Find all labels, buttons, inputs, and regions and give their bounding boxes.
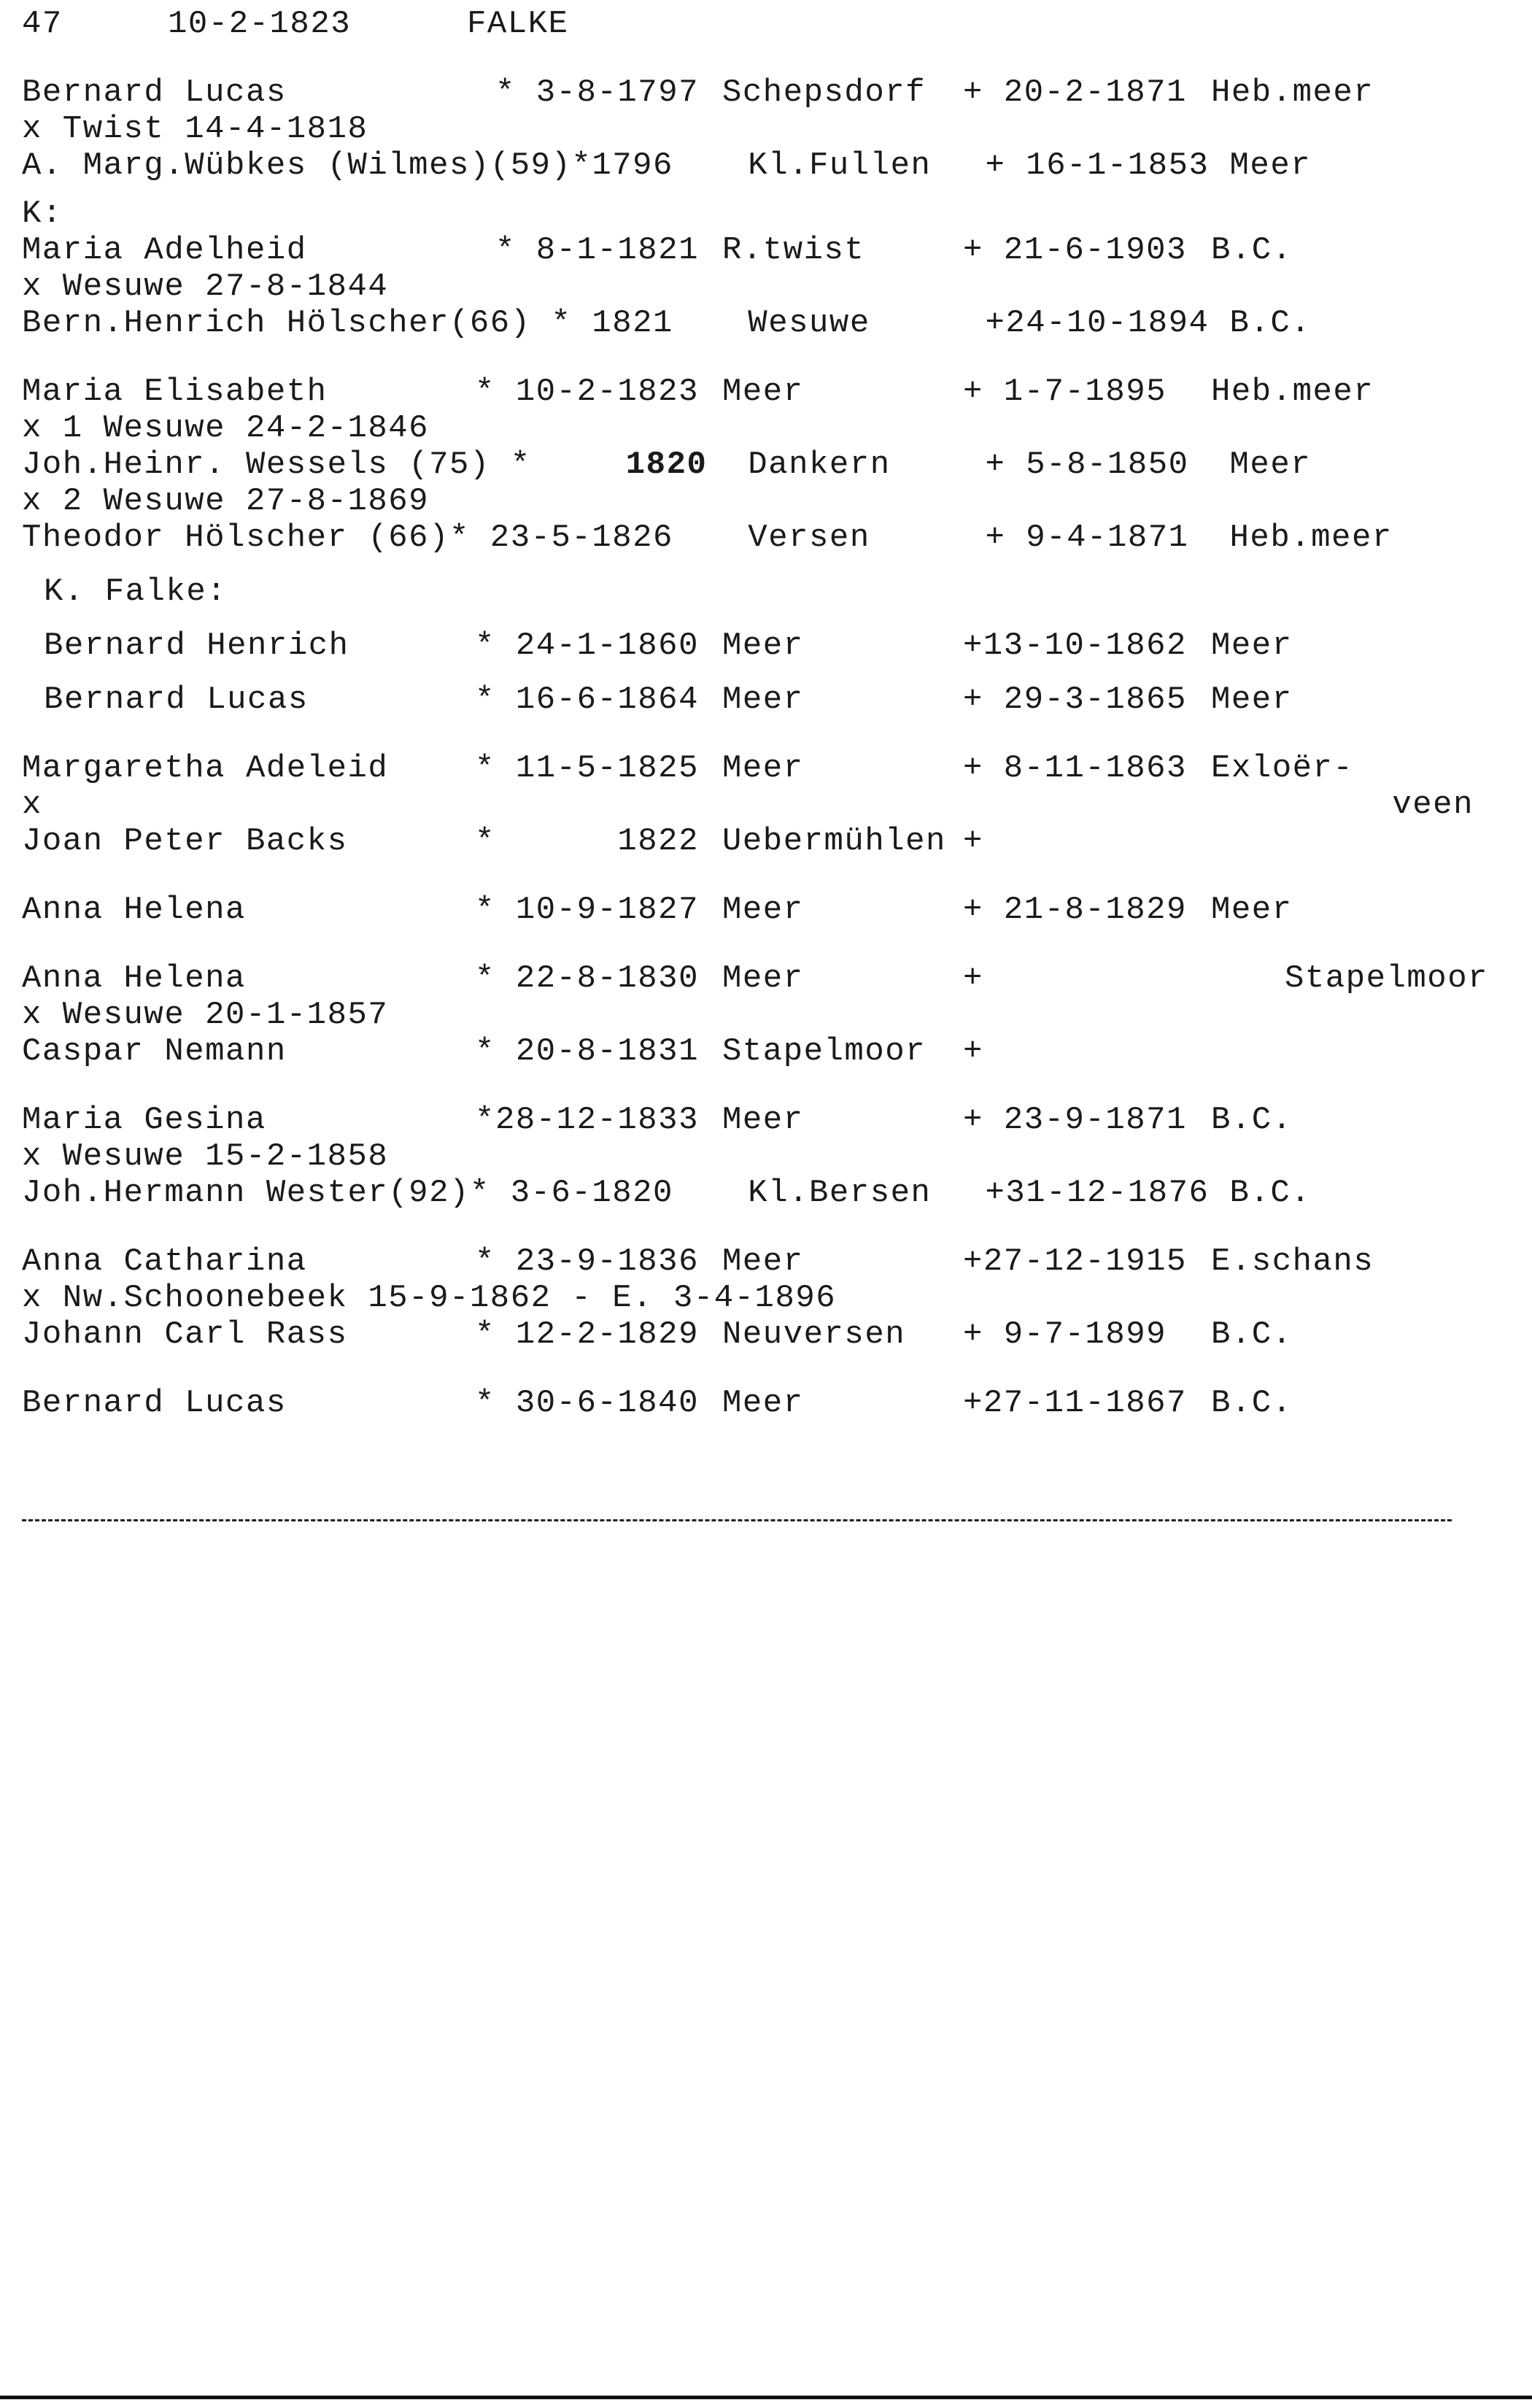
father-name: Bernard Lucas bbox=[22, 74, 287, 111]
child-row: Maria Elisabeth * 10-2-1823 Meer + 1-7-1895 Heb.meer bbox=[22, 374, 1374, 410]
father-death: + 20-2-1871 bbox=[963, 74, 1187, 111]
handwritten-correction: 1820 bbox=[625, 447, 708, 483]
child-marriage: x 1 Wesuwe 24-2-1846 bbox=[22, 410, 430, 447]
child-marriage: x Nw.Schoonebeek 15-9-1862 - E. 3-4-1896 bbox=[22, 1280, 837, 1316]
grandchild-row: Bernard Henrich * 24-1-1860 Meer +13-10-1862 Meer bbox=[44, 628, 1293, 664]
child-row: Anna Helena * 10-9-1827 Meer + 21-8-1829 Meer bbox=[22, 892, 1293, 928]
child-marriage: x Wesuwe 15-2-1858 bbox=[22, 1138, 389, 1175]
child-marriage: x 2 Wesuwe 27-8-1869 bbox=[22, 483, 430, 520]
spouse-row: Theodor Hölscher (66)* 23-5-1826 Versen + 9-4-1871 Heb.meer bbox=[22, 520, 1393, 556]
grandchild-row: Bernard Lucas * 16-6-1864 Meer + 29-3-1865 Meer bbox=[44, 682, 1293, 718]
child-row: Anna Catharina * 23-9-1836 Meer +27-12-1915 E.schans bbox=[22, 1243, 1374, 1280]
child-marriage: x veen bbox=[22, 787, 1474, 823]
spouse-row: Joh.Hermann Wester(92)* 3-6-1820 Kl.Bersen +31-12-1876 B.C. bbox=[22, 1175, 1312, 1211]
father-birth: * 3-8-1797 bbox=[495, 74, 699, 111]
child-row: Bernard Lucas * 30-6-1840 Meer +27-11-1867 B.C. bbox=[22, 1385, 1293, 1421]
parents-marriage: x Twist 14-4-1818 bbox=[22, 111, 368, 147]
spouse-row: Joh.Heinr. Wessels (75) * 1820 Dankern + 5-8-1850 Meer bbox=[22, 447, 1312, 483]
spouse-row: Bern.Henrich Hölscher(66) * 1821 Wesuwe +24-10-1894 B.C. bbox=[22, 305, 1312, 341]
child-row: Maria Gesina *28-12-1833 Meer + 23-9-1871 B.C. bbox=[22, 1102, 1293, 1138]
child-row: Maria Adelheid * 8-1-1821 R.twist + 21-6-1903 B.C. bbox=[22, 232, 1293, 269]
father-death-place: Heb.meer bbox=[1211, 74, 1374, 111]
mother-name: A. Marg.Wübkes (Wilmes)(59)*1796 bbox=[22, 147, 673, 184]
father-row bbox=[22, 74, 1503, 111]
family-surname: FALKE bbox=[467, 6, 569, 42]
record-header bbox=[22, 6, 1503, 42]
spouse-row: Johann Carl Rass * 12-2-1829 Neuversen + 9-7-1899 B.C. bbox=[22, 1316, 1293, 1353]
mother-death-place: Meer bbox=[1229, 147, 1312, 184]
spouse-row: Joan Peter Backs * 1822 Uebermühlen + bbox=[22, 823, 983, 860]
mother-birth-place: Kl.Fullen bbox=[748, 147, 932, 184]
child-row: Anna Helena * 22-8-1830 Meer + Stapelmoor bbox=[22, 960, 1488, 997]
mother-death: + 16-1-1853 bbox=[985, 147, 1210, 184]
record-date: 10-2-1823 bbox=[168, 6, 352, 42]
page-bottom-rule bbox=[0, 2396, 1532, 2399]
grandchildren-label: K. Falke: bbox=[44, 574, 228, 610]
father-birth-place: Schepsdorf bbox=[722, 74, 926, 111]
child-marriage: x Wesuwe 20-1-1857 bbox=[22, 997, 389, 1033]
section-divider bbox=[22, 1519, 1452, 1521]
child-row: Margaretha Adeleid * 11-5-1825 Meer + 8-11-1863 Exloër- bbox=[22, 750, 1354, 787]
mother-row bbox=[22, 147, 1503, 184]
child-marriage: x Wesuwe 27-8-1844 bbox=[22, 269, 389, 305]
genealogy-record bbox=[22, 6, 1503, 1421]
record-number: 47 bbox=[22, 6, 63, 42]
children-label: K: bbox=[22, 196, 63, 232]
spouse-row: Caspar Nemann * 20-8-1831 Stapelmoor + bbox=[22, 1033, 983, 1070]
